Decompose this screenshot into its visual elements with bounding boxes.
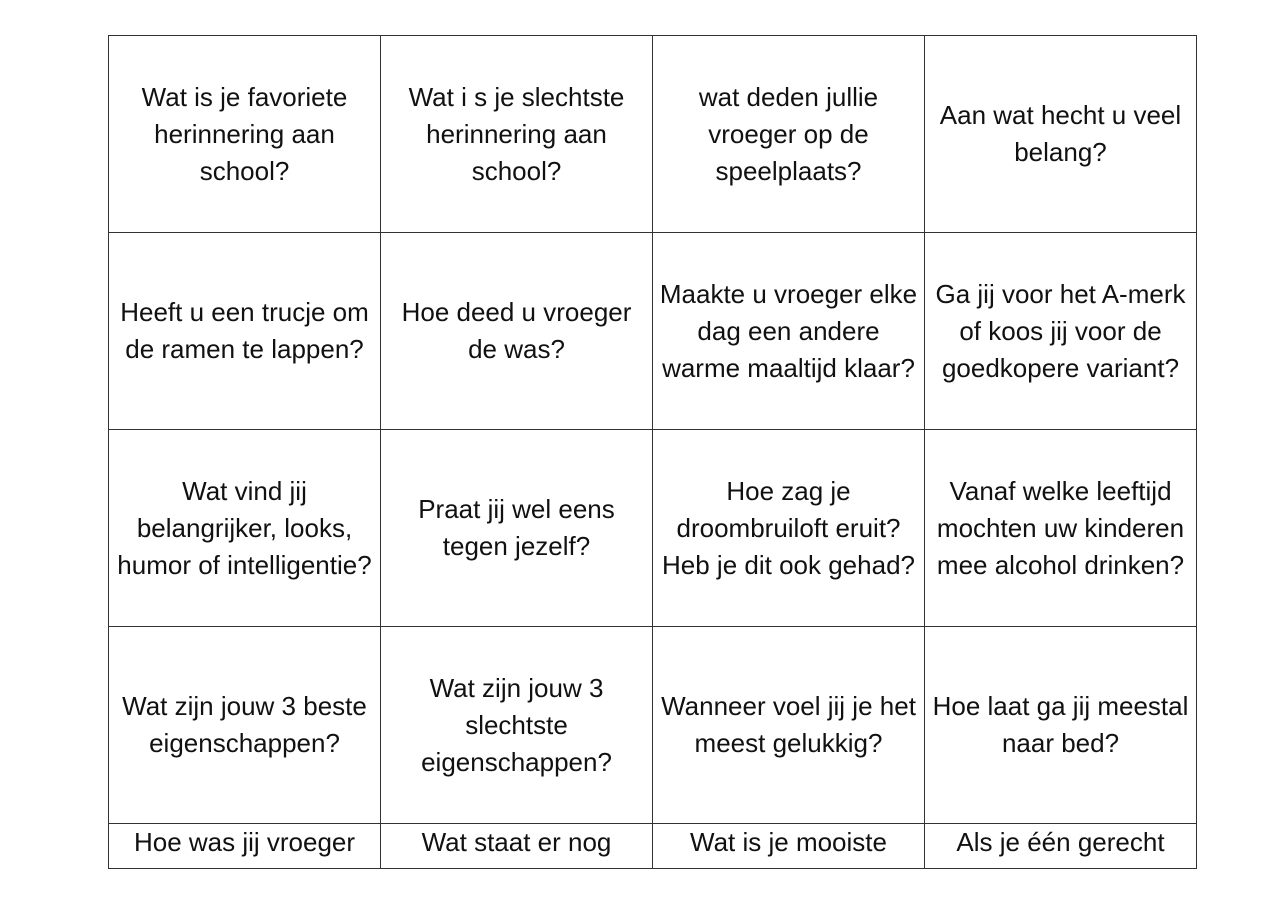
question-card: Vanaf welke leeftijd mochten uw kinderen mee alcohol drinken?	[925, 430, 1197, 627]
question-card-partial: Wat is je mooiste	[653, 824, 925, 869]
question-card: Hoe zag je droombruiloft eruit? Heb je dit ook gehad?	[653, 430, 925, 627]
question-card: Wat vind jij belangrijker, looks, humor of intelligentie?	[109, 430, 381, 627]
card-row-partial	[109, 824, 1197, 869]
card-row	[109, 36, 1197, 233]
question-card: Wat zijn jouw 3 beste eigenschappen?	[109, 627, 381, 824]
question-card: Wat i s je slechtste herinnering aan school?	[381, 36, 653, 233]
card-row	[109, 430, 1197, 627]
card-row	[109, 233, 1197, 430]
question-card: Praat jij wel eens tegen jezelf?	[381, 430, 653, 627]
question-card: Aan wat hecht u veel belang?	[925, 36, 1197, 233]
question-card-partial: Wat staat er nog	[381, 824, 653, 869]
question-card: Wanneer voel jij je het meest gelukkig?	[653, 627, 925, 824]
question-card-grid	[108, 35, 1197, 869]
question-card-partial: Hoe was jij vroeger	[109, 824, 381, 869]
question-card: Maakte u vroeger elke dag een andere warme maaltijd klaar?	[653, 233, 925, 430]
card-row	[109, 627, 1197, 824]
question-card: Hoe laat ga jij meestal naar bed?	[925, 627, 1197, 824]
question-card: Wat zijn jouw 3 slechtste eigenschappen?	[381, 627, 653, 824]
question-card: Hoe deed u vroeger de was?	[381, 233, 653, 430]
question-card-partial: Als je één gerecht	[925, 824, 1197, 869]
question-card: Ga jij voor het A-merk of koos jij voor de goedkopere variant?	[925, 233, 1197, 430]
question-card: Heeft u een trucje om de ramen te lappen?	[109, 233, 381, 430]
question-card: Wat is je favoriete herinnering aan school?	[109, 36, 381, 233]
question-card: wat deden jullie vroeger op de speelplaats?	[653, 36, 925, 233]
